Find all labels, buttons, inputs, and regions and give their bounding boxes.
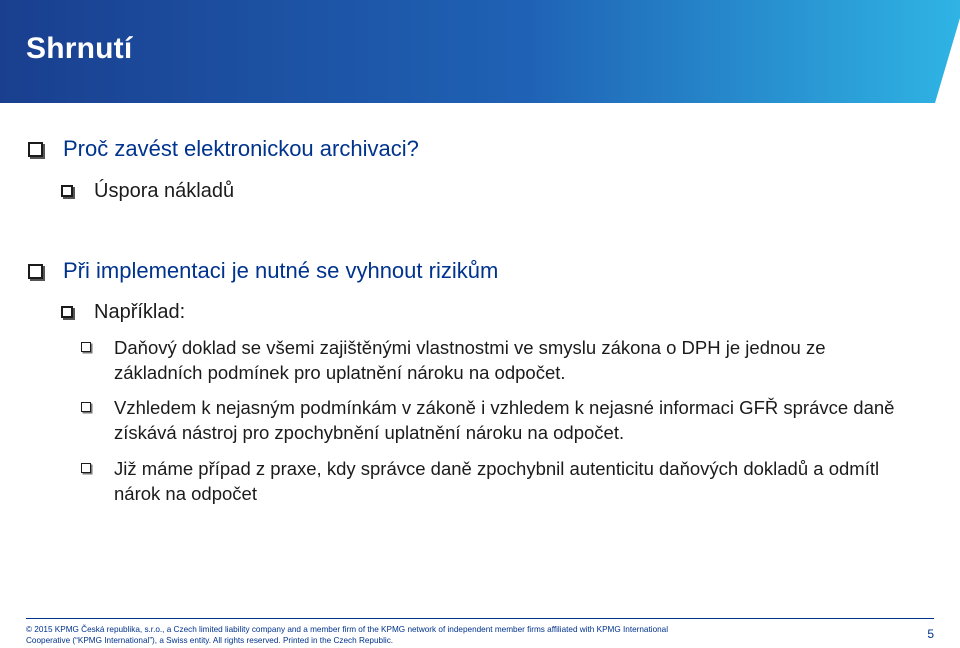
checkbox-icon [61,306,73,318]
checkbox-icon [81,342,91,352]
page-number: 5 [927,627,934,641]
bullet-text: Proč zavést elektronickou archivaci? [63,136,419,161]
bullet-text: Úspora nákladů [94,180,235,202]
bullet-item [28,258,928,284]
header-band [0,0,960,103]
bullet-text: Vzhledem k nejasným podmínkám v zákoně i vzhledem k nejasné informaci GFŘ správce daně získává nástroj pro zpochybnění uplatnění nároku na odpočet. [114,397,895,443]
bullet-item [61,299,921,325]
footer-divider [26,618,934,619]
bullet-text: Již máme případ z praxe, kdy správce daně zpochybnil autenticitu daňových dokladů a odmítl nárok na odpočet [114,458,880,504]
checkbox-icon [81,402,91,412]
slide-title: Shrnutí [26,32,133,65]
bullet-text: Při implementaci je nutné se vyhnout rizikům [63,258,499,283]
checkbox-icon [61,185,73,197]
bullet-item [81,395,926,445]
footer-line-1: © 2015 KPMG Česká republika, s.r.o., a Czech limited liability company and a member firm of the KPMG network of independent member firms affiliated with KPMG International [26,625,669,634]
checkbox-icon [28,142,43,157]
footer-copyright [26,624,786,646]
bullet-text: Například: [94,301,186,323]
footer-line-2: Cooperative (“KPMG International”), a Swiss entity. All rights reserved. Printed in the Czech Republic. [26,636,394,645]
bullet-item [81,335,881,385]
checkbox-icon [81,463,91,473]
bullet-item [61,178,921,204]
bullet-item [28,136,928,162]
bullet-text: Daňový doklad se všemi zajištěnými vlastnostmi ve smyslu zákona o DPH je jednou ze základních podmínek pro uplatnění nároku na odpočet. [114,337,826,383]
checkbox-icon [28,264,43,279]
bullet-item [81,456,881,506]
